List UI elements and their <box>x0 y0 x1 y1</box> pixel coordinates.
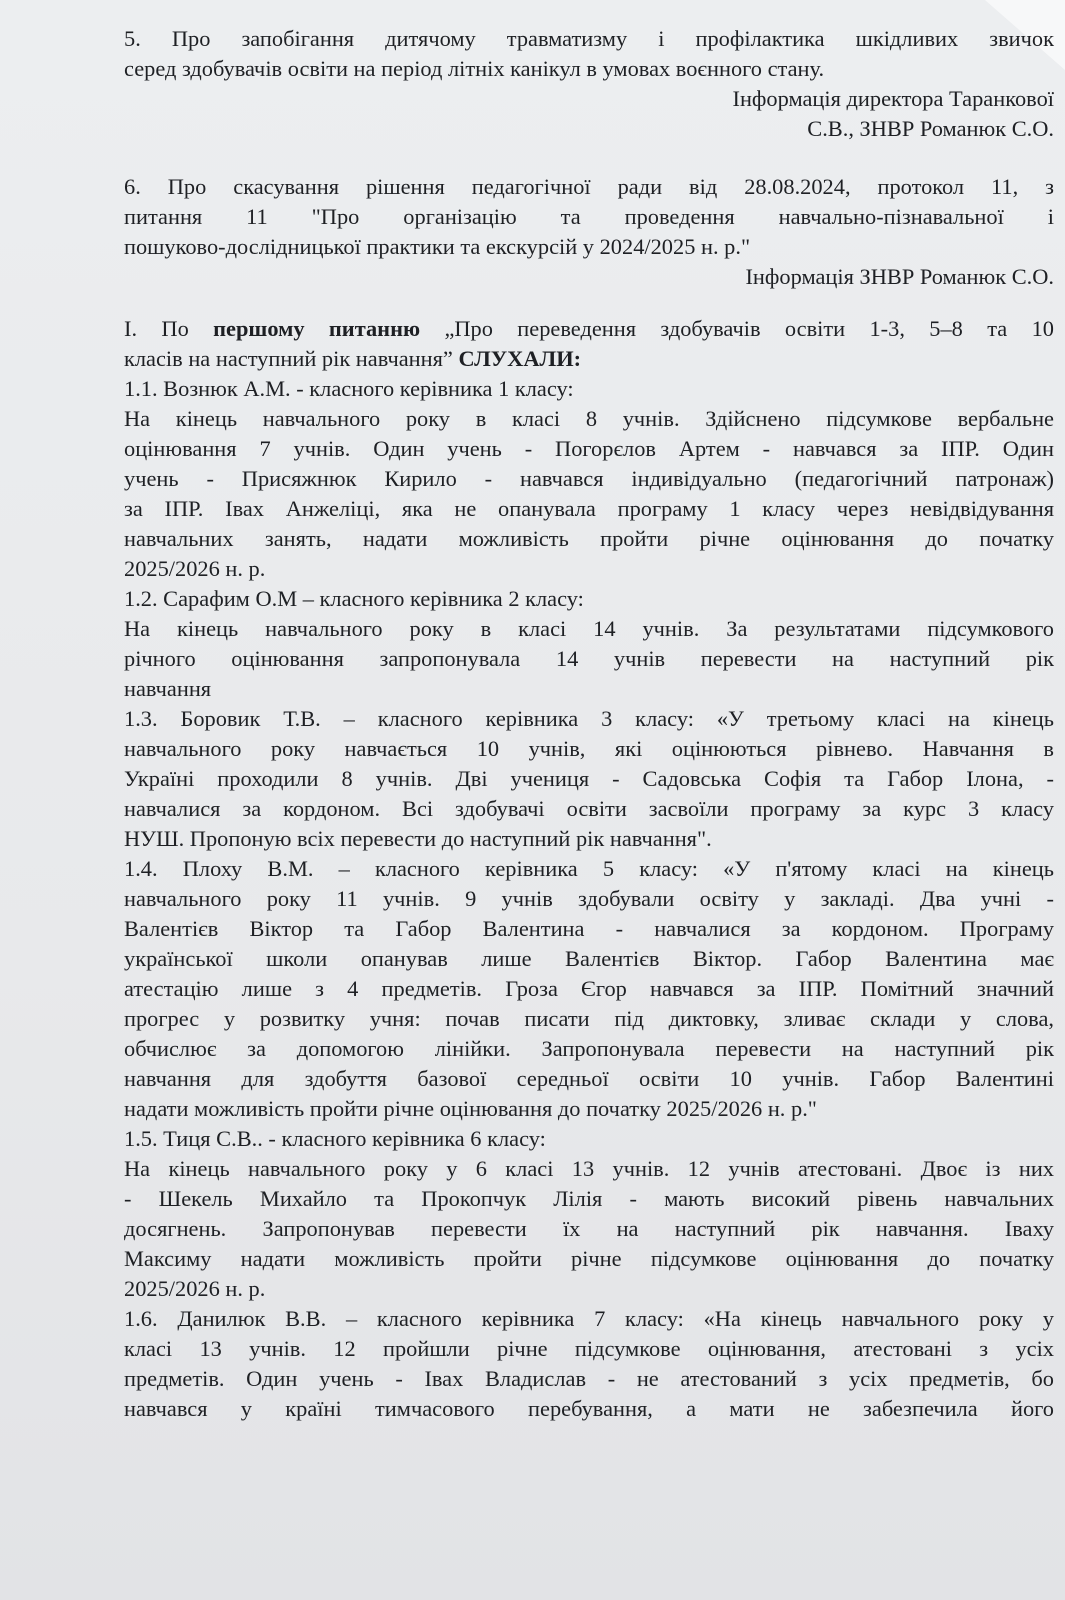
agenda-item-6-line: пошуково-дослідницької практики та екскурсій у 2024/2025 н. р." <box>124 234 751 259</box>
report-line: за ІПР. Івах Анжеліці, яка не опанувала програму 1 класу через невідвідування <box>124 496 1054 521</box>
report-line: навчального року навчається 10 учнів, які оцінюються рівнево. Навчання в <box>124 736 1054 761</box>
report-line: - Шекель Михайло та Прокопчук Лілія - мають високий рівень навчальних <box>124 1186 1054 1211</box>
report-line: оцінювання 7 учнів. Один учень - Погорєлов Артем - навчався за ІПР. Один <box>124 436 1054 461</box>
agenda-item-6-line: 6. Про скасування рішення педагогічної ради від 28.08.2024, протокол 11, з <box>124 174 1054 199</box>
report-line: навчання <box>124 676 212 701</box>
report-line: 2025/2026 н. р. <box>124 1276 266 1301</box>
agenda-item-5-line: 5. Про запобігання дитячому травматизму і профілактика шкідливих звичок <box>124 26 1054 51</box>
report-line: 2025/2026 н. р. <box>124 556 266 581</box>
agenda-item-5-info: С.В., ЗНВР Романюк С.О. <box>807 116 1054 141</box>
intro-bold: першому питанню <box>213 316 421 341</box>
report-line: навчального року 11 учнів. 9 учнів здобували освіту у закладі. Два учні - <box>124 886 1054 911</box>
report-line: На кінець навчального року в класі 14 учнів. За результатами підсумкового <box>124 616 1054 641</box>
report-line: надати можливість пройти річне оцінювання до початку 2025/2026 н. р." <box>124 1096 817 1121</box>
report-line: навчання для здобуття базової середньої освіти 10 учнів. Габор Валентині <box>124 1066 1054 1091</box>
intro-rest: „Про переведення здобувачів освіти 1-3, 5–8 та 10 <box>420 316 1054 341</box>
report-line: Україні проходили 8 учнів. Дві учениця - Садовська Софія та Габор Ілона, - <box>124 766 1054 791</box>
report-line: української школи опанував лише Валентієв Віктор. Габор Валентина має <box>124 946 1054 971</box>
report-line: учень - Присяжнюк Кирило - навчався індивідуально (педагогічний патронаж) <box>124 466 1054 491</box>
report-line: річного оцінювання запропонувала 14 учнів перевести на наступний рік <box>124 646 1054 671</box>
report-line: навчальних занять, надати можливість пройти річне оцінювання до початку <box>124 526 1054 551</box>
report-line: обчислює за допомогою лінійки. Запропонувала перевести на наступний рік <box>124 1036 1054 1061</box>
spacer <box>124 292 1054 314</box>
report-line: 1.6. Данилюк В.В. – класного керівника 7 класу: «На кінець навчального року у <box>124 1306 1054 1331</box>
report-line: Максиму надати можливість пройти річне підсумкове оцінювання до початку <box>124 1246 1054 1271</box>
report-line: На кінець навчального року в класі 8 учнів. Здійснено підсумкове вербальне <box>124 406 1054 431</box>
section-1-intro <box>124 314 1054 344</box>
report-line: прогрес у розвитку учня: почав писати під диктовку, зливає склади у слова, <box>124 1006 1054 1031</box>
report-line: предметів. Один учень - Івах Владислав - не атестований з усіх предметів, бо <box>124 1366 1054 1391</box>
heard-label: СЛУХАЛИ: <box>458 346 582 371</box>
report-line: досягнень. Запропонував перевести їх на наступний рік навчання. Іваху <box>124 1216 1054 1241</box>
intro-prefix: І. По <box>124 316 214 341</box>
agenda-item-5-info: Інформація директора Таранкової <box>732 86 1054 111</box>
report-line: 1.3. Боровик Т.В. – класного керівника 3 класу: «У третьому класі на кінець <box>124 706 1054 731</box>
spacer <box>124 144 1054 172</box>
report-line: навчався у країні тимчасового перебування, а мати не забезпечила його <box>124 1396 1054 1421</box>
report-line: Валентієв Віктор та Габор Валентина - навчалися за кордоном. Програму <box>124 916 1054 941</box>
report-line: навчалися за кордоном. Всі здобувачі освіти засвоїли програму за курс 3 класу <box>124 796 1054 821</box>
speaker-heading: 1.1. Вознюк А.М. - класного керівника 1 класу: <box>124 376 574 401</box>
report-line: НУШ. Пропоную всіх перевести до наступний рік навчання". <box>124 826 712 851</box>
agenda-item-6-line: питання 11 "Про організацію та проведення навчально-пізнавальної і <box>124 204 1054 229</box>
agenda-item-6-info: Інформація ЗНВР Романюк С.О. <box>745 264 1054 289</box>
section-1-intro <box>124 344 1054 374</box>
report-line: 1.4. Плоху В.М. – класного керівника 5 класу: «У п'ятому класі на кінець <box>124 856 1054 881</box>
intro-line2: класів на наступний рік навчання” <box>124 346 459 371</box>
document-body <box>124 24 1054 1424</box>
speaker-heading: 1.5. Тиця С.В.. - класного керівника 6 класу: <box>124 1126 546 1151</box>
agenda-item-5-line: серед здобувачів освіти на період літніх канікул в умовах воєнного стану. <box>124 56 825 81</box>
report-line: На кінець навчального року у 6 класі 13 учнів. 12 учнів атестовані. Двоє із них <box>124 1156 1054 1181</box>
report-line: атестацію лише з 4 предметів. Гроза Єгор навчався за ІПР. Помітний значний <box>124 976 1054 1001</box>
speaker-heading: 1.2. Сарафим О.М – класного керівника 2 класу: <box>124 586 584 611</box>
report-line: класі 13 учнів. 12 пройшли річне підсумкове оцінювання, атестовані з усіх <box>124 1336 1054 1361</box>
